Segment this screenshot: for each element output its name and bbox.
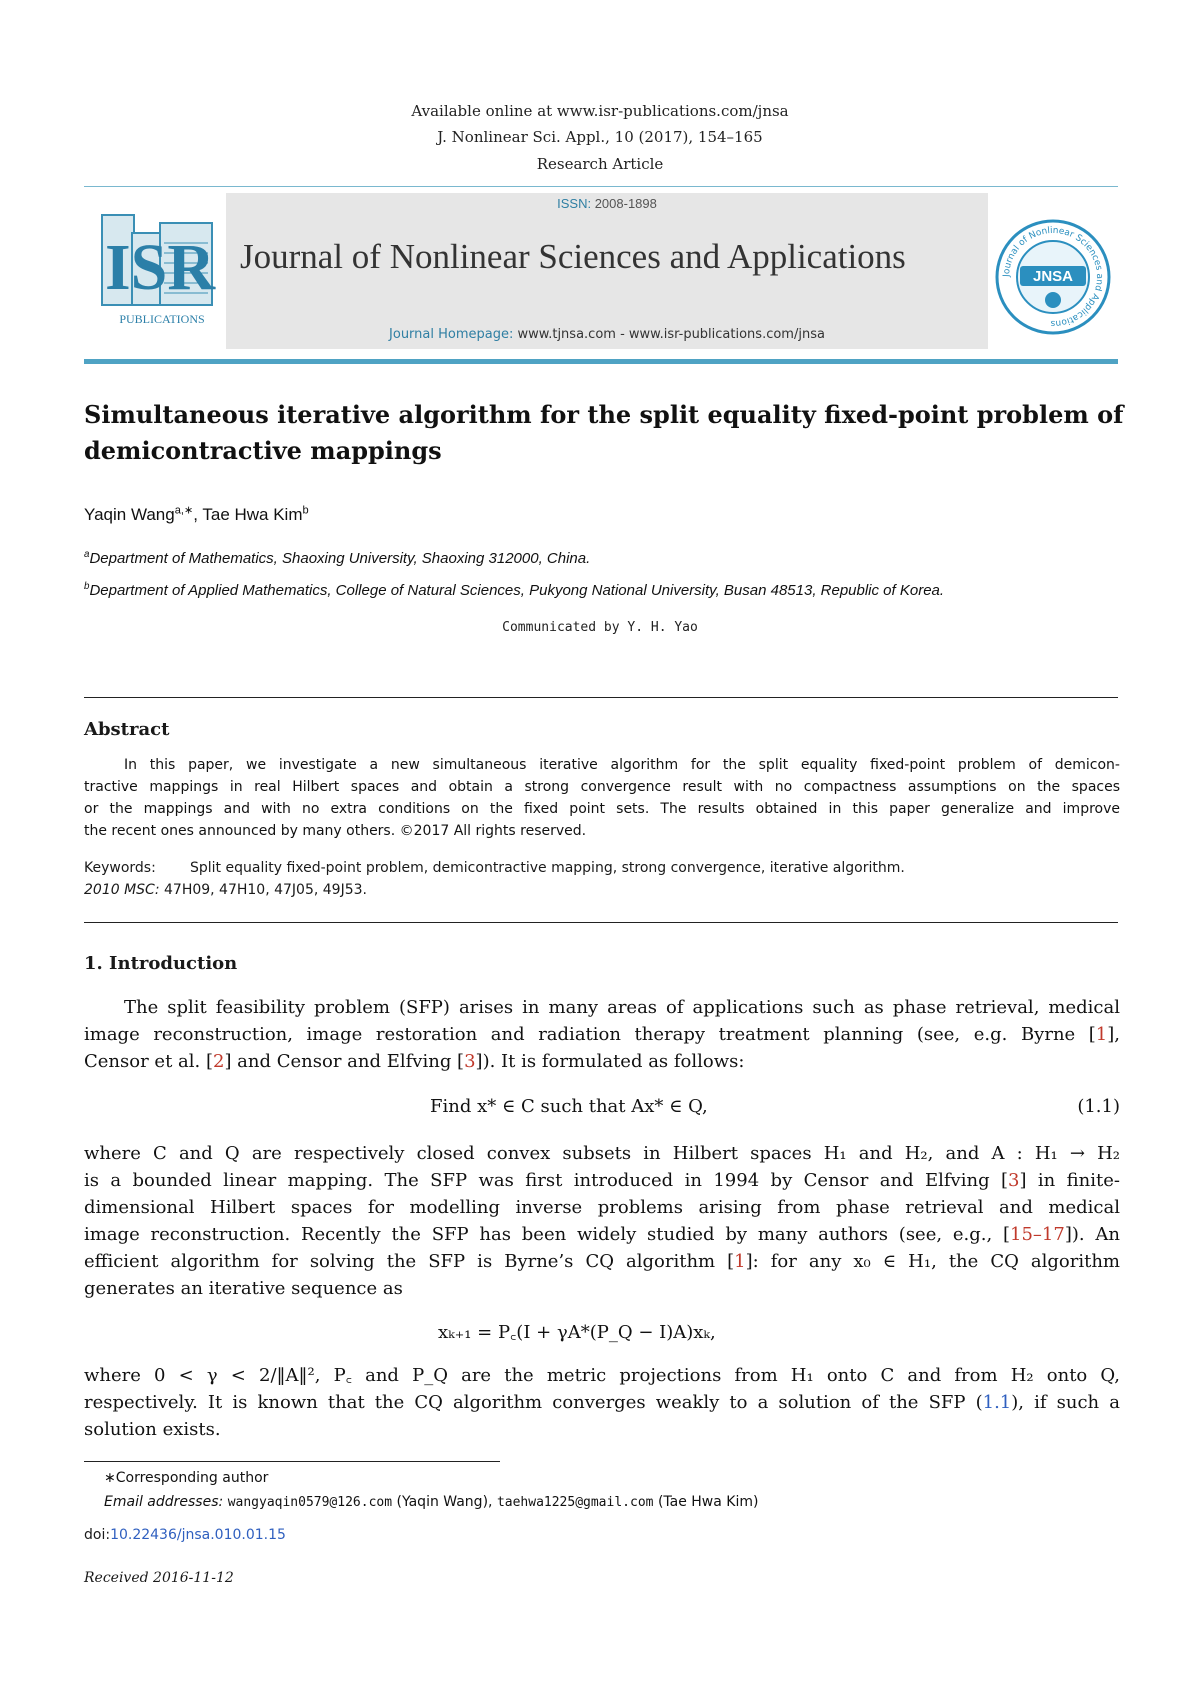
abstract-text: In this paper, we investigate a new simultaneous iterative algorithm for the split equality fixed-point problem of demicon- tractive mappings in real Hilbert spaces and obtain a strong convergence result with no compactness assumptions on the spaces or the mappings and with no extra conditions on the fixed point sets. The results obtained in this paper generalize and improve the recent ones announced by many others. ©2017 All rights reserved.: [84, 757, 1120, 839]
intro-paragraph-2: where C and Q are respectively closed convex subsets in Hilbert spaces H₁ and H₂, and A : H₁ → H₂ is a bounded linear mapping. The SFP was first introduced in 1994 by Censor and Elfving [3] in finite- dimensional Hilbert spaces for modelling inverse problems arising from phase retrieval and medical image reconstruction. Recently the SFP has been widely studied by many authors (see, e.g., [15–17]). An efficient algorithm for solving the SFP is Byrne’s CQ algorithm [1]: for any x₀ ∈ H₁, the CQ algorithm generates an iterative sequence as: [84, 1143, 1120, 1299]
abstract-heading: Abstract: [84, 719, 170, 740]
citation-link[interactable]: 1: [734, 1251, 746, 1272]
footnote-rule: [84, 1461, 500, 1462]
email-link[interactable]: wangyaqin0579@126.com: [227, 1495, 393, 1510]
email-link[interactable]: taehwa1225@gmail.com: [496, 1495, 654, 1510]
intro-paragraph-1: The split feasibility problem (SFP) arises in many areas of applications such as phase retrieval, medical image reconstruction, image restoration and radiation therapy treatment planning (see, e.g. Byrne [1], Censor et al. [2] and Censor and Elfving [3]). It is formulated as follows:: [84, 997, 1120, 1072]
svg-text:ISR: ISR: [104, 231, 216, 304]
citation-link[interactable]: 3: [464, 1051, 476, 1072]
intro-paragraph-3: where 0 < γ < 2/‖A‖², P꜀ and P_Q are the metric projections from H₁ onto C and from H₂ onto Q, respectively. It is known that the CQ algorithm converges weakly to a solution of the SFP (1.1), if such a solution exists.: [84, 1365, 1120, 1440]
author-list: Yaqin Wang$^{a,∗}$, Tae Hwa Kim$^b$: [84, 504, 309, 524]
email-addresses: Email addresses: wangyaqin0579@126.com (Yaqin Wang), taehwa1225@gmail.com (Tae Hwa Kim): [104, 1494, 759, 1510]
author-name: Yaqin Wang: [84, 505, 175, 524]
journal-homepage-line: Journal Homepage: www.tjnsa.com - www.isr-publications.com/jnsa: [389, 327, 825, 342]
section-heading-introduction: 1. Introduction: [84, 953, 238, 974]
abstract-rule-bottom: [84, 922, 1118, 923]
corresponding-author-note: ∗Corresponding author: [104, 1470, 269, 1486]
affiliation-a: $^a$Department of Mathematics, Shaoxing University, Shaoxing 312000, China.: [84, 549, 591, 567]
doi-link[interactable]: 10.22436/jnsa.010.01.15: [110, 1527, 286, 1543]
abstract-rule-top: [84, 697, 1118, 698]
keywords: Keywords: Split equality fixed-point problem, demicontractive mapping, strong convergence, iterative algorithm.: [84, 860, 905, 876]
citation-link[interactable]: 2: [212, 1051, 225, 1072]
header-rule-top: [84, 186, 1118, 187]
paper-title: Simultaneous iterative algorithm for the split equality fixed-point problem of demicontractive mappings: [84, 400, 1124, 465]
affiliation-b: $^b$Department of Applied Mathematics, College of Natural Sciences, Pukyong National University, Busan 48513, Republic of Korea.: [84, 581, 945, 599]
citation-link[interactable]: 15–17: [1010, 1224, 1065, 1245]
header-rule-bottom: [84, 359, 1118, 364]
citation-link[interactable]: 1: [1095, 1024, 1108, 1045]
equation-1-1: Find x* ∈ C such that Ax* ∈ Q,: [430, 1096, 708, 1117]
doi-line: doi:10.22436/jnsa.010.01.15: [84, 1527, 286, 1543]
article-type-line: Research Article: [536, 155, 664, 173]
homepage-urls[interactable]: www.tjnsa.com - www.isr-publications.com/jnsa: [517, 327, 825, 342]
svg-text:Journal of Nonlinear Sciences: Journal of Nonlinear Sciences and Applications: [1001, 225, 1105, 329]
msc-codes: 2010 MSC: 47H09, 47H10, 47J05, 49J53.: [84, 882, 367, 898]
isr-publications-logo: [100, 213, 220, 329]
journal-title: Journal of Nonlinear Sciences and Applications: [240, 237, 906, 276]
journal-citation-line: J. Nonlinear Sci. Appl., 10 (2017), 154–165: [437, 128, 763, 146]
issn-line: ISSN: 2008-1898: [557, 196, 657, 211]
svg-text:PUBLICATIONS: PUBLICATIONS: [119, 312, 205, 326]
journal-banner: [226, 193, 988, 349]
available-online-line: Available online at www.isr-publications.com/jnsa: [411, 102, 789, 120]
received-date: Received 2016-11-12: [84, 1570, 234, 1586]
communicated-by: Communicated by Y. H. Yao: [502, 620, 698, 635]
citation-link[interactable]: 3: [1008, 1170, 1020, 1191]
jnsa-logo: [990, 214, 1116, 340]
svg-text:JNSA: JNSA: [1032, 268, 1074, 285]
equation-number: (1.1): [1077, 1096, 1120, 1117]
equation-ref-link[interactable]: 1.1: [982, 1392, 1012, 1413]
author-name: Tae Hwa Kim: [202, 505, 303, 524]
equation-cq-iteration: xₖ₊₁ = P꜀(I + γA*(P_Q − I)A)xₖ,: [438, 1322, 716, 1343]
